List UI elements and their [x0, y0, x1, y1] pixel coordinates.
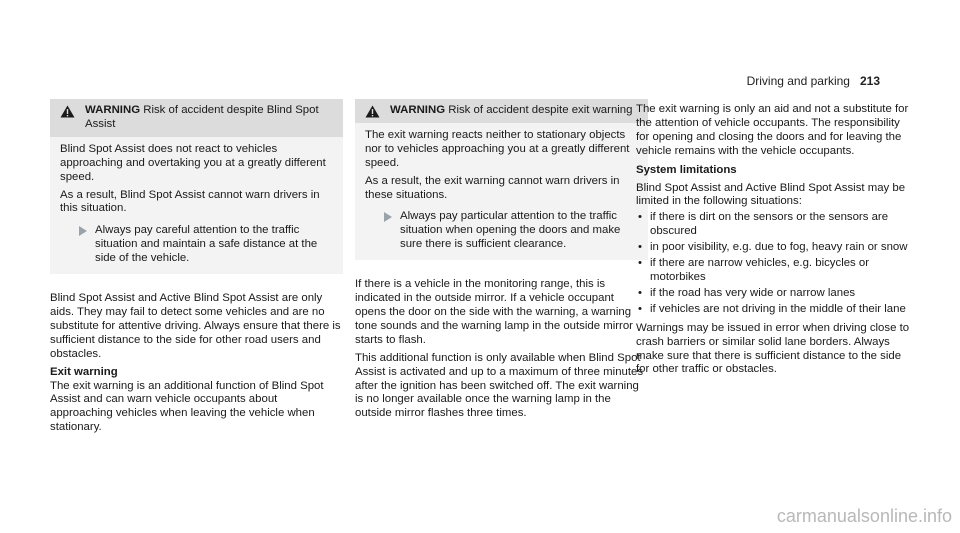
warning-header	[355, 99, 648, 123]
warning-body	[50, 137, 343, 274]
paragraph: This additional function is only available when Blind Spot Assist is activated and up to a maximum of three minutes after the ignition has been switched off. The exit warning is no longer available once the warning lamp in the outside mirror flashes three times.	[355, 351, 644, 420]
limitations-list	[636, 211, 914, 316]
arrow-right-icon	[384, 212, 392, 222]
warning-body	[355, 123, 648, 260]
heading-system-limitations: System limitations	[636, 163, 737, 176]
arrow-right-icon	[79, 226, 87, 236]
warning-box-blind-spot	[50, 99, 343, 274]
list-item: • if there is dirt on the sensors or the sensors are obscured	[636, 211, 914, 239]
paragraph: Warnings may be issued in error when driving close to crash barriers or similar solid lane borders. Always make sure that there is sufficient distance to the side for other traffic or obstacles.	[636, 321, 910, 376]
section-title: Driving and parking	[746, 74, 850, 88]
column-3	[636, 103, 914, 377]
list-item: • if there are narrow vehicles, e.g. bicycles or motorbikes	[636, 257, 914, 285]
page-number: 213	[859, 74, 880, 88]
note-text: Always pay careful attention to the traffic situation and maintain a safe distance at the side of the vehicle.	[95, 224, 318, 265]
warning-text: Blind Spot Assist does not react to vehicles approaching and overtaking you at a greatly different speed.	[60, 142, 326, 183]
warning-text: As a result, Blind Spot Assist cannot warn drivers in this situation.	[60, 188, 320, 215]
heading-exit-warning: Exit warning	[50, 365, 118, 378]
paragraph: The exit warning is only an aid and not a substitute for the attention of vehicle occupants. The responsibility for opening and closing the doors and for leaving the vehicle remains with the vehicle occupants.	[636, 103, 909, 157]
warning-header	[50, 99, 343, 137]
paragraph: Blind Spot Assist and Active Blind Spot Assist may be limited in the following situations:	[636, 181, 906, 208]
warning-note	[365, 210, 640, 252]
list-item: • if the road has very wide or narrow lanes	[636, 287, 914, 301]
warning-title: Risk of accident despite Blind Spot Assist	[85, 104, 319, 130]
warning-text: The exit warning reacts neither to stationary objects nor to vehicles approaching you at a greatly different speed.	[365, 128, 630, 169]
list-item: • if vehicles are not driving in the middle of their lane	[636, 303, 914, 317]
paragraph: The exit warning is an additional function of Blind Spot Assist and can warn vehicle occupants about approaching vehicles when leaving the vehicle when stationary.	[50, 379, 324, 434]
column-1	[50, 99, 343, 435]
warning-title: Risk of accident despite exit warning	[448, 104, 633, 116]
note-text: Always pay particular attention to the traffic situation when opening the doors and make sure there is sufficient clearance.	[400, 210, 621, 251]
warning-triangle-icon	[365, 105, 380, 118]
paragraph: If there is a vehicle in the monitoring range, this is indicated in the outside mirror. If a vehicle occupant opens the door on the side with the warning, a warning tone sounds and the warning lamp in the outside mirror starts to flash.	[355, 278, 633, 346]
warning-label: WARNING	[390, 104, 446, 116]
page-header	[747, 74, 880, 88]
column-2	[355, 99, 648, 421]
watermark: carmanualsonline.info	[776, 506, 952, 526]
warning-text: As a result, the exit warning cannot warn drivers in these situations.	[365, 174, 620, 201]
list-item: • in poor visibility, e.g. due to fog, heavy rain or snow	[636, 241, 914, 255]
warning-box-exit-warning	[355, 99, 648, 260]
warning-note	[60, 224, 335, 266]
paragraph: Blind Spot Assist and Active Blind Spot Assist are only aids. They may fail to detect some vehicles and are no substitute for attentive driving. Always ensure that there is sufficient distance to the side for other road users and obstacles.	[50, 292, 341, 360]
warning-label: WARNING	[85, 104, 141, 116]
warning-triangle-icon	[60, 105, 75, 118]
